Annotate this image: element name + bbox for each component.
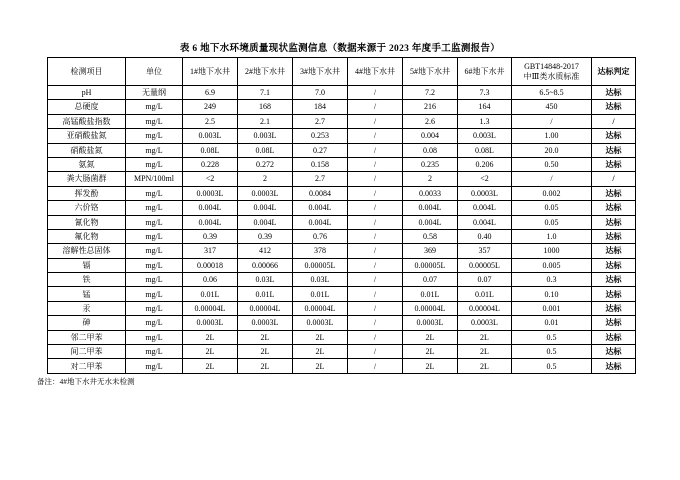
cell-value-well-2: 0.004L: [238, 201, 293, 215]
cell-value-well-6: 2L: [458, 359, 512, 373]
cell-item: 粪大肠菌群: [48, 172, 126, 186]
cell-standard: 0.5: [512, 330, 592, 344]
cell-verdict: 达标: [592, 258, 636, 272]
table-row: [48, 345, 636, 359]
cell-value-well-3: 0.27: [293, 143, 348, 157]
cell-verdict: 达标: [592, 229, 636, 243]
cell-value-well-5: 2L: [403, 345, 458, 359]
header-well-1: 1#地下水井: [183, 58, 238, 86]
cell-value-well-4: /: [348, 157, 403, 171]
cell-value-well-5: 2L: [403, 359, 458, 373]
cell-verdict: 达标: [592, 186, 636, 200]
cell-value-well-5: 0.08: [403, 143, 458, 157]
cell-value-well-2: 7.1: [238, 86, 293, 100]
cell-unit: mg/L: [126, 244, 183, 258]
cell-verdict: 达标: [592, 287, 636, 301]
cell-item: 氨氮: [48, 157, 126, 171]
cell-value-well-1: 0.004L: [183, 215, 238, 229]
cell-value-well-5: 0.07: [403, 273, 458, 287]
cell-item: 镉: [48, 258, 126, 272]
cell-value-well-2: 0.272: [238, 157, 293, 171]
cell-verdict: 达标: [592, 86, 636, 100]
cell-value-well-5: 0.00004L: [403, 301, 458, 315]
cell-value-well-5: 0.0033: [403, 186, 458, 200]
cell-value-well-4: /: [348, 129, 403, 143]
cell-standard: 0.005: [512, 258, 592, 272]
cell-value-well-2: 0.0003L: [238, 316, 293, 330]
cell-standard: 0.01: [512, 316, 592, 330]
cell-verdict: 达标: [592, 316, 636, 330]
cell-value-well-3: 0.76: [293, 229, 348, 243]
cell-item: 挥发酚: [48, 186, 126, 200]
cell-value-well-4: /: [348, 86, 403, 100]
cell-value-well-5: 2.6: [403, 114, 458, 128]
cell-unit: mg/L: [126, 258, 183, 272]
cell-unit: mg/L: [126, 229, 183, 243]
cell-standard: 1.0: [512, 229, 592, 243]
cell-unit: mg/L: [126, 287, 183, 301]
cell-value-well-1: 0.228: [183, 157, 238, 171]
cell-unit: mg/L: [126, 114, 183, 128]
cell-standard: /: [512, 114, 592, 128]
cell-value-well-1: 2L: [183, 330, 238, 344]
table-row: [48, 229, 636, 243]
cell-value-well-4: /: [348, 258, 403, 272]
table-row: [48, 301, 636, 315]
cell-value-well-3: 0.0084: [293, 186, 348, 200]
cell-item: 铁: [48, 273, 126, 287]
cell-unit: mg/L: [126, 201, 183, 215]
cell-value-well-4: /: [348, 229, 403, 243]
cell-unit: mg/L: [126, 301, 183, 315]
cell-verdict: /: [592, 114, 636, 128]
cell-value-well-6: 0.01L: [458, 287, 512, 301]
cell-item: 总硬度: [48, 100, 126, 114]
cell-value-well-2: 0.004L: [238, 215, 293, 229]
cell-value-well-3: 0.00004L: [293, 301, 348, 315]
cell-value-well-6: 164: [458, 100, 512, 114]
header-well-2: 2#地下水井: [238, 58, 293, 86]
cell-value-well-1: 317: [183, 244, 238, 258]
cell-item: 邻二甲苯: [48, 330, 126, 344]
cell-value-well-2: 2: [238, 172, 293, 186]
cell-item: 砷: [48, 316, 126, 330]
cell-value-well-4: /: [348, 143, 403, 157]
cell-value-well-3: 184: [293, 100, 348, 114]
cell-standard: 0.05: [512, 215, 592, 229]
cell-value-well-4: /: [348, 114, 403, 128]
header-well-5: 5#地下水井: [403, 58, 458, 86]
cell-unit: mg/L: [126, 273, 183, 287]
cell-value-well-6: <2: [458, 172, 512, 186]
cell-value-well-6: 0.206: [458, 157, 512, 171]
cell-verdict: 达标: [592, 359, 636, 373]
cell-value-well-2: 0.00004L: [238, 301, 293, 315]
cell-value-well-3: 7.0: [293, 86, 348, 100]
cell-unit: mg/L: [126, 100, 183, 114]
cell-value-well-5: 7.2: [403, 86, 458, 100]
cell-item: 间二甲苯: [48, 345, 126, 359]
cell-value-well-1: 0.01L: [183, 287, 238, 301]
cell-value-well-6: 0.08L: [458, 143, 512, 157]
cell-value-well-6: 0.40: [458, 229, 512, 243]
cell-standard: 0.10: [512, 287, 592, 301]
cell-value-well-3: 2L: [293, 359, 348, 373]
cell-value-well-1: 2.5: [183, 114, 238, 128]
cell-item: 氰化物: [48, 215, 126, 229]
cell-value-well-1: 0.00004L: [183, 301, 238, 315]
cell-value-well-6: 2L: [458, 345, 512, 359]
cell-value-well-3: 2L: [293, 330, 348, 344]
cell-unit: mg/L: [126, 316, 183, 330]
cell-value-well-6: 0.004L: [458, 201, 512, 215]
table-header: [48, 58, 636, 86]
table-row: [48, 330, 636, 344]
cell-value-well-1: 6.9: [183, 86, 238, 100]
cell-item: 六价铬: [48, 201, 126, 215]
cell-value-well-4: /: [348, 316, 403, 330]
cell-item: 高锰酸盐指数: [48, 114, 126, 128]
cell-value-well-5: 0.235: [403, 157, 458, 171]
table-row: [48, 129, 636, 143]
cell-value-well-4: /: [348, 215, 403, 229]
cell-value-well-2: 168: [238, 100, 293, 114]
cell-value-well-6: 7.3: [458, 86, 512, 100]
table-row: [48, 215, 636, 229]
table-row: [48, 273, 636, 287]
cell-value-well-4: /: [348, 287, 403, 301]
cell-value-well-5: 0.58: [403, 229, 458, 243]
cell-standard: 0.05: [512, 201, 592, 215]
cell-value-well-1: 0.00018: [183, 258, 238, 272]
table-row: [48, 244, 636, 258]
cell-standard: 0.5: [512, 345, 592, 359]
header-unit: 单位: [126, 58, 183, 86]
table-row: [48, 100, 636, 114]
cell-value-well-1: 0.0003L: [183, 316, 238, 330]
table-row: [48, 359, 636, 373]
cell-value-well-6: 2L: [458, 330, 512, 344]
cell-value-well-1: 0.0003L: [183, 186, 238, 200]
cell-standard: 0.50: [512, 157, 592, 171]
cell-value-well-3: 2.7: [293, 114, 348, 128]
cell-value-well-4: /: [348, 172, 403, 186]
header-item: 检测项目: [48, 58, 126, 86]
cell-item: 对二甲苯: [48, 359, 126, 373]
cell-value-well-3: 2L: [293, 345, 348, 359]
cell-value-well-2: 0.00066: [238, 258, 293, 272]
header-well-6: 6#地下水井: [458, 58, 512, 86]
table-row: [48, 258, 636, 272]
cell-value-well-1: 2L: [183, 359, 238, 373]
cell-value-well-2: 0.39: [238, 229, 293, 243]
table-row: [48, 316, 636, 330]
cell-value-well-1: <2: [183, 172, 238, 186]
cell-item: 汞: [48, 301, 126, 315]
cell-value-well-1: 0.003L: [183, 129, 238, 143]
cell-value-well-4: /: [348, 301, 403, 315]
cell-value-well-6: 0.00004L: [458, 301, 512, 315]
cell-value-well-3: 0.00005L: [293, 258, 348, 272]
table-row: [48, 86, 636, 100]
cell-standard: /: [512, 172, 592, 186]
cell-value-well-5: 0.004L: [403, 215, 458, 229]
cell-value-well-3: 0.03L: [293, 273, 348, 287]
cell-value-well-5: 0.004L: [403, 201, 458, 215]
header-well-3: 3#地下水井: [293, 58, 348, 86]
cell-value-well-4: /: [348, 244, 403, 258]
cell-verdict: 达标: [592, 100, 636, 114]
cell-value-well-3: 0.158: [293, 157, 348, 171]
cell-value-well-3: 378: [293, 244, 348, 258]
cell-value-well-3: 0.004L: [293, 215, 348, 229]
cell-value-well-2: 2.1: [238, 114, 293, 128]
cell-value-well-1: 2L: [183, 345, 238, 359]
cell-verdict: 达标: [592, 301, 636, 315]
cell-value-well-2: 0.0003L: [238, 186, 293, 200]
cell-value-well-3: 0.253: [293, 129, 348, 143]
header-verdict: 达标判定: [592, 58, 636, 86]
groundwater-monitoring-table: [47, 57, 636, 374]
header-well-4: 4#地下水井: [348, 58, 403, 86]
cell-verdict: 达标: [592, 330, 636, 344]
cell-value-well-2: 2L: [238, 359, 293, 373]
cell-verdict: 达标: [592, 215, 636, 229]
cell-value-well-3: 0.004L: [293, 201, 348, 215]
cell-value-well-2: 0.03L: [238, 273, 293, 287]
cell-verdict: 达标: [592, 129, 636, 143]
table-body: [48, 86, 636, 374]
cell-value-well-6: 0.004L: [458, 215, 512, 229]
cell-value-well-6: 357: [458, 244, 512, 258]
cell-value-well-1: 0.39: [183, 229, 238, 243]
table-row: [48, 172, 636, 186]
cell-value-well-4: /: [348, 273, 403, 287]
cell-verdict: /: [592, 172, 636, 186]
cell-item: 亚硝酸盐氮: [48, 129, 126, 143]
table-row: [48, 157, 636, 171]
cell-value-well-2: 0.01L: [238, 287, 293, 301]
cell-item: pH: [48, 86, 126, 100]
cell-value-well-6: 0.0003L: [458, 316, 512, 330]
cell-value-well-4: /: [348, 186, 403, 200]
cell-value-well-4: /: [348, 100, 403, 114]
cell-verdict: 达标: [592, 273, 636, 287]
cell-value-well-6: 0.0003L: [458, 186, 512, 200]
cell-value-well-2: 0.08L: [238, 143, 293, 157]
cell-unit: mg/L: [126, 157, 183, 171]
cell-value-well-3: 2.7: [293, 172, 348, 186]
cell-unit: mg/L: [126, 345, 183, 359]
cell-value-well-3: 0.0003L: [293, 316, 348, 330]
cell-value-well-6: 0.00005L: [458, 258, 512, 272]
cell-value-well-5: 369: [403, 244, 458, 258]
cell-verdict: 达标: [592, 244, 636, 258]
cell-unit: 无量纲: [126, 86, 183, 100]
cell-standard: 1.00: [512, 129, 592, 143]
cell-unit: mg/L: [126, 129, 183, 143]
cell-item: 溶解性总固体: [48, 244, 126, 258]
cell-value-well-2: 2L: [238, 345, 293, 359]
cell-value-well-1: 0.004L: [183, 201, 238, 215]
cell-value-well-5: 0.00005L: [403, 258, 458, 272]
cell-standard: 0.002: [512, 186, 592, 200]
table-row: [48, 287, 636, 301]
cell-standard: 450: [512, 100, 592, 114]
cell-verdict: 达标: [592, 345, 636, 359]
cell-verdict: 达标: [592, 201, 636, 215]
cell-value-well-1: 0.08L: [183, 143, 238, 157]
cell-standard: 6.5~8.5: [512, 86, 592, 100]
cell-unit: mg/L: [126, 330, 183, 344]
header-standard: GBT14848-2017 中Ⅲ类水质标准: [512, 58, 592, 86]
cell-verdict: 达标: [592, 143, 636, 157]
cell-value-well-1: 0.06: [183, 273, 238, 287]
cell-value-well-2: 412: [238, 244, 293, 258]
cell-item: 锰: [48, 287, 126, 301]
cell-value-well-5: 0.01L: [403, 287, 458, 301]
cell-value-well-4: /: [348, 330, 403, 344]
cell-value-well-6: 0.07: [458, 273, 512, 287]
cell-item: 氟化物: [48, 229, 126, 243]
cell-unit: mg/L: [126, 143, 183, 157]
cell-value-well-6: 1.3: [458, 114, 512, 128]
cell-value-well-4: /: [348, 201, 403, 215]
cell-value-well-5: 2: [403, 172, 458, 186]
cell-standard: 0.5: [512, 359, 592, 373]
cell-value-well-4: /: [348, 345, 403, 359]
header-row: [48, 58, 636, 86]
cell-standard: 20.0: [512, 143, 592, 157]
cell-value-well-2: 0.003L: [238, 129, 293, 143]
cell-value-well-1: 249: [183, 100, 238, 114]
cell-value-well-5: 216: [403, 100, 458, 114]
cell-verdict: 达标: [592, 157, 636, 171]
cell-standard: 1000: [512, 244, 592, 258]
cell-value-well-4: /: [348, 359, 403, 373]
cell-unit: mg/L: [126, 359, 183, 373]
cell-item: 硝酸盐氮: [48, 143, 126, 157]
cell-value-well-2: 2L: [238, 330, 293, 344]
cell-value-well-5: 2L: [403, 330, 458, 344]
footnote: 备注：4#地下水井无水未检测: [37, 377, 135, 386]
cell-standard: 0.001: [512, 301, 592, 315]
table-row: [48, 186, 636, 200]
cell-unit: mg/L: [126, 186, 183, 200]
table-row: [48, 201, 636, 215]
table-row: [48, 143, 636, 157]
cell-value-well-5: 0.0003L: [403, 316, 458, 330]
cell-value-well-3: 0.01L: [293, 287, 348, 301]
cell-unit: MPN/100ml: [126, 172, 183, 186]
cell-value-well-6: 0.003L: [458, 129, 512, 143]
table-row: [48, 114, 636, 128]
cell-unit: mg/L: [126, 215, 183, 229]
cell-value-well-5: 0.004: [403, 129, 458, 143]
cell-standard: 0.3: [512, 273, 592, 287]
table-title: 表 6 地下水环境质量现状监测信息（数据来源于 2023 年度手工监测报告）: [179, 44, 501, 54]
